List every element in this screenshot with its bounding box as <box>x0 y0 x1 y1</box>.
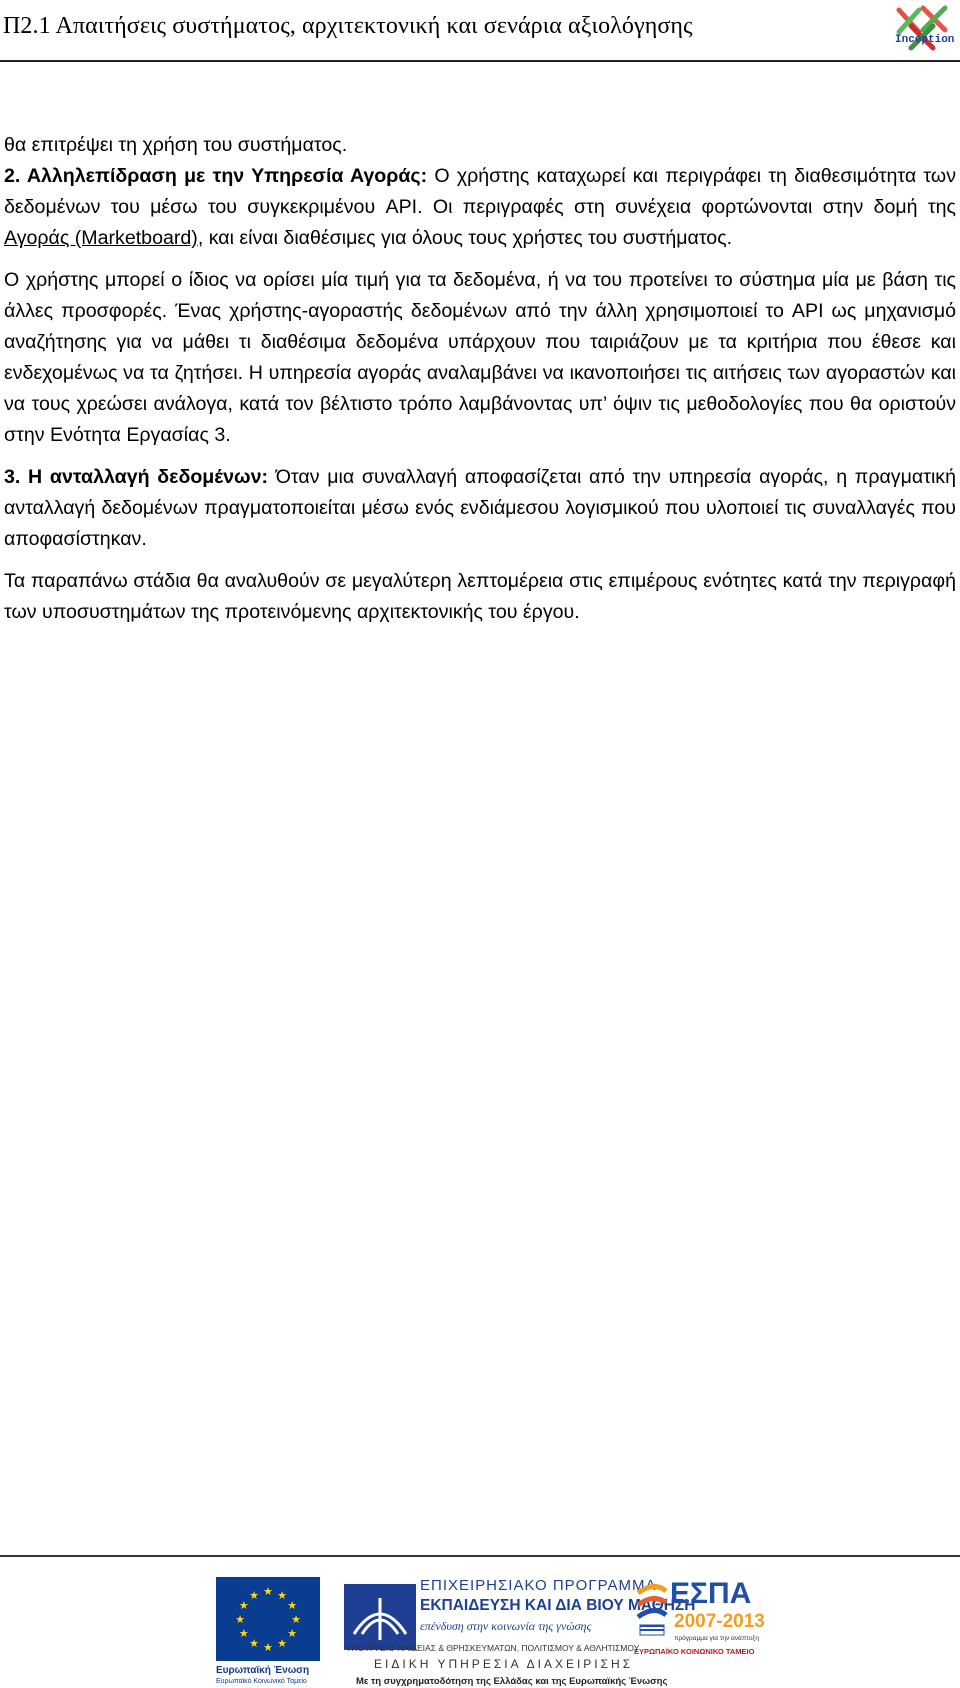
eu-star-icon: ★ <box>238 1628 249 1640</box>
espa-title: ΕΣΠΑ <box>670 1577 752 1610</box>
eu-star-icon: ★ <box>238 1600 249 1612</box>
document-title: Π2.1 Απαιτήσεις συστήματος, αρχιτεκτονική και σενάρια αξιολόγησης <box>3 13 693 39</box>
espa-years: 2007-2013 <box>674 1611 765 1632</box>
eu-logo <box>216 1577 322 1685</box>
step-heading: 3. Η ανταλλαγή δεδομένων: <box>4 466 269 488</box>
managing-authority: ΕΙΔΙΚΗ ΥΠΗΡΕΣΙΑ ΔΙΑΧΕΙΡΙΣΗΣ <box>374 1657 634 1671</box>
paragraph-text: Ο χρήστης καταχωρεί και περιγράφει τη διαθεσιμότητα των δεδομένων του μέσω του συγκεκριμένου API. Οι περιγραφές στη συνέχεια φορτώνονται στην δομή της <box>4 165 956 218</box>
paragraph: θα επιτρέψει τη χρήση του συστήματος. <box>4 134 348 156</box>
marketboard-reference: Αγοράς (Marketboard) <box>4 227 198 249</box>
footer-divider <box>0 1555 960 1557</box>
paragraph-text: , και είναι διαθέσιμες για όλους τους χρήστες του συστήματος. <box>197 227 733 249</box>
paragraph-market-interaction <box>4 161 956 254</box>
eu-star-icon: ★ <box>277 1589 287 1602</box>
eu-star-icon: ★ <box>287 1600 298 1612</box>
step-heading: 2. Αλληλεπίδραση με την Υπηρεσία Αγοράς: <box>4 165 428 187</box>
program-slogan: επένδυση στην κοινωνία της γνώσης <box>420 1619 592 1633</box>
cofinance-note: Με τη συγχρηματοδότηση της Ελλάδας και της Ευρωπαϊκής Ένωσης <box>356 1676 668 1687</box>
eu-star-icon: ★ <box>249 1589 259 1602</box>
eu-title: Ευρωπαϊκή Ένωση <box>216 1665 310 1676</box>
paragraph-data-exchange <box>4 462 956 555</box>
eu-star-icon: ★ <box>287 1628 298 1640</box>
program-name: ΕΚΠΑΙΔΕΥΣΗ ΚΑΙ ΔΙΑ ΒΙΟΥ ΜΑΘΗΣΗ <box>420 1597 696 1614</box>
page-header <box>0 0 960 62</box>
eu-subtitle: Ευρωπαϊκό Κοινωνικό Ταμείο <box>216 1678 307 1685</box>
eu-star-icon: ★ <box>291 1614 301 1626</box>
header-divider <box>0 60 960 62</box>
espa-swirl-icon <box>634 1581 668 1637</box>
espa-logo <box>634 1577 765 1657</box>
document-body <box>4 130 956 639</box>
ministry-name: ΥΠΟΥΡΓΕΙΟ ΠΑΙΔΕΙΑΣ & ΘΡΗΣΚΕΥΜΑΤΩΝ, ΠΟΛΙΤΙΣΜΟΥ & ΑΘΛΗΤΙΣΜΟΥ <box>346 1643 640 1653</box>
espa-fund: ΕΥΡΩΠΑΪΚΟ ΚΟΙΝΩΝΙΚΟ ΤΑΜΕΙΟ <box>634 1647 755 1656</box>
eu-star-icon: ★ <box>277 1638 287 1651</box>
eu-flag-icon <box>216 1577 320 1661</box>
eu-star-icon: ★ <box>235 1614 245 1626</box>
eu-star-icon: ★ <box>263 1586 273 1598</box>
espa-slogan: πρόγραμμα για την ανάπτυξη <box>674 1635 759 1642</box>
inception-logo <box>889 4 955 58</box>
paragraph-summary: Τα παραπάνω στάδια θα αναλυθούν σε μεγαλύτερη λεπτομέρεια στις επιμέρους ενότητες κατά την περιγραφή των υποσυστημάτων της προτεινόμενης αρχιτεκτονικής του έργου. <box>4 570 956 623</box>
eu-star-icon: ★ <box>249 1638 259 1651</box>
paragraph-pricing: Ο χρήστης μπορεί ο ίδιος να ορίσει μία τιμή για τα δεδομένα, ή να του προτείνει το σύστημα μία με βάση τις άλλες προσφορές. Ένας χρήστης-αγοραστής δεδομένων από την άλλη χρησιμοποιεί το API ως μηχανισμό αναζήτησης για να μάθει τι διαθέσιμα δεδομένα υπάρχουν που ταιριάζουν με τα κριτήρια που έθεσε και ενδεχομένως να τα ζητήσει. Η υπηρεσία αγοράς αναλαμβάνει να ικανοποιήσει τις αιτήσεις των αγοραστών και να τους χρεώσει ανάλογα, κατά τον βέλτιστο τρόπο λαμβάνοντας υπ’ όψιν τις μεθοδολογίες που θα οριστούν στην Ενότητα Εργασίας 3. <box>4 269 956 446</box>
program-title: ΕΠΙΧΕΙΡΗΣΙΑΚΟ ΠΡΟΓΡΑΜΜΑ <box>420 1577 657 1594</box>
eu-star-icon: ★ <box>263 1642 273 1654</box>
paragraph-text: Όταν μια συναλλαγή αποφασίζεται από την υπηρεσία αγοράς, η πραγματική ανταλλαγή δεδομένων πραγματοποιείται μέσω ενός ενδιάμεσου λογισμικού που υλοποιεί τις συναλλαγές που αποφασίστηκαν. <box>4 466 956 550</box>
svg-text:Inception: Inception <box>895 34 955 46</box>
